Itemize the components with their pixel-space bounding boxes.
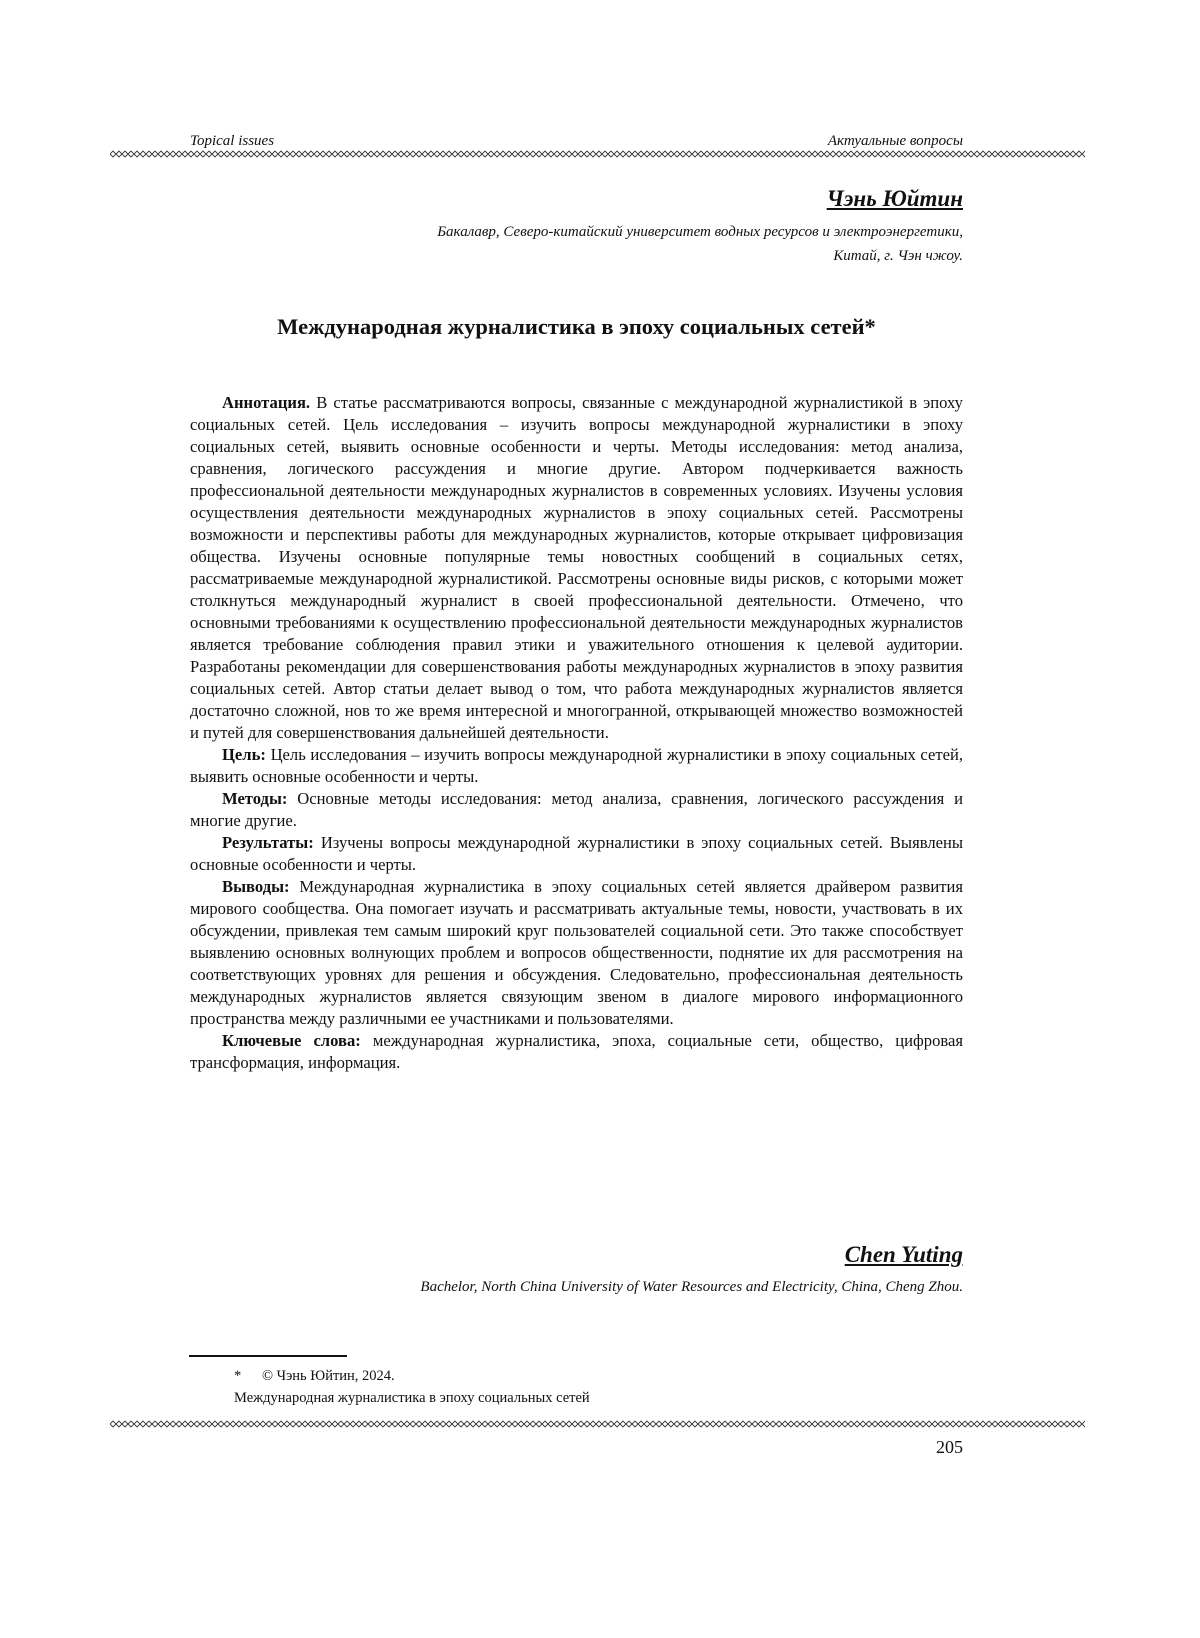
- affiliation-ru-line2: Китай, г. Чэн чжоу.: [263, 244, 963, 268]
- affiliation-ru-line1: Бакалавр, Северо-китайский университет водных ресурсов и электроэнергетики,: [263, 220, 963, 244]
- author-name-ru: Чэнь Юйтин: [827, 186, 963, 212]
- author-name-en: Chen Yuting: [845, 1242, 963, 1268]
- conclusions-text: Международная журналистика в эпоху социальных сетей является драйвером развития мирового сообщества. Она помогает изучать и рассматривать актуальные темы, новости, участвовать в их обсуждении, привлекая тем самым широкий круг пользователей социальной сети. Это также способствует выявлению основных волнующих проблем и вопросов общественности, поднятие их для рассмотрения на соответствующих уровнях для решения и обсуждения. Следовательно, профессиональная деятельность международных журналистов является связующим звеном в диалоге мирового информационного пространства между различными ее участниками и пользователями.: [190, 877, 963, 1028]
- header-left-text: Topical issues: [190, 133, 274, 150]
- conclusions-paragraph: [190, 876, 963, 1030]
- footnote-mark: *: [234, 1368, 241, 1385]
- footnote-title: Международная журналистика в эпоху социальных сетей: [234, 1390, 590, 1407]
- keywords-text: международная журналистика, эпоха, социальные сети, общество, цифровая трансформация, информация.: [190, 1031, 963, 1072]
- footnote-separator: [189, 1355, 347, 1357]
- abstract-label: Аннотация.: [222, 393, 310, 412]
- footnote-copyright: © Чэнь Юйтин, 2024.: [262, 1368, 395, 1385]
- keywords-paragraph: [190, 1030, 963, 1074]
- abstract-text: В статье рассматриваются вопросы, связанные с международной журналистикой в эпоху социальных сетей. Цель исследования – изучить вопросы международной журналистики в эпоху социальных сетей, выявить основные особенности и черты. Методы исследования: метод анализа, сравнения, логического рассуждения и многие другие. Автором подчеркивается важность профессиональной деятельности международных журналистов в современных условиях. Изучены условия осуществления деятельности международных журналистов в эпоху социальных сетей. Рассмотрены возможности и перспективы работы для международных журналистов, которые открывает цифровизация общества. Изучены основные популярные темы новостных сообщений в социальных сетях, рассматриваемые международной журналистикой. Рассмотрены основные виды рисков, с которыми может столкнуться международный журналист в своей профессиональной деятельности. Отмечено, что основными требованиями к осуществлению профессиональной деятельности международных журналистов является требование соблюдения правил этики и уважительного отношения к целевой аудитории. Разработаны рекомендации для совершенствования работы международных журналистов в эпоху развития социальных сетей. Автор статьи делает вывод о том, что работа международных журналистов является достаточно сложной, нов то же время интересной и многогранной, открывающей множество возможностей и путей для совершенствования дальнейшей деятельности.: [190, 393, 963, 742]
- conclusions-label: Выводы:: [222, 877, 290, 896]
- results-paragraph: [190, 832, 963, 876]
- abstract-paragraph: [190, 392, 963, 744]
- header-right-text: Актуальные вопросы: [828, 133, 963, 150]
- page-number: 205: [936, 1437, 963, 1458]
- methods-text: Основные методы исследования: метод анализа, сравнения, логического рассуждения и многие другие.: [190, 789, 963, 830]
- article-title: Международная журналистика в эпоху социальных сетей*: [190, 314, 963, 340]
- results-text: Изучены вопросы международной журналистики в эпоху социальных сетей. Выявлены основные особенности и черты.: [190, 833, 963, 874]
- footer-ornament-rule: [110, 1420, 1085, 1428]
- goal-text: Цель исследования – изучить вопросы международной журналистики в эпоху социальных сетей, выявить основные особенности и черты.: [190, 745, 963, 786]
- goal-paragraph: [190, 744, 963, 788]
- header-ornament-rule: [110, 150, 1085, 158]
- methods-label: Методы:: [222, 789, 287, 808]
- methods-paragraph: [190, 788, 963, 832]
- results-label: Результаты:: [222, 833, 314, 852]
- author-affiliation-en: Bachelor, North China University of Water Resources and Electricity, China, Cheng Zhou.: [420, 1279, 963, 1296]
- keywords-label: Ключевые слова:: [222, 1031, 361, 1050]
- abstract-body: [190, 392, 963, 1074]
- goal-label: Цель:: [222, 745, 266, 764]
- author-affiliation-ru: [263, 220, 963, 268]
